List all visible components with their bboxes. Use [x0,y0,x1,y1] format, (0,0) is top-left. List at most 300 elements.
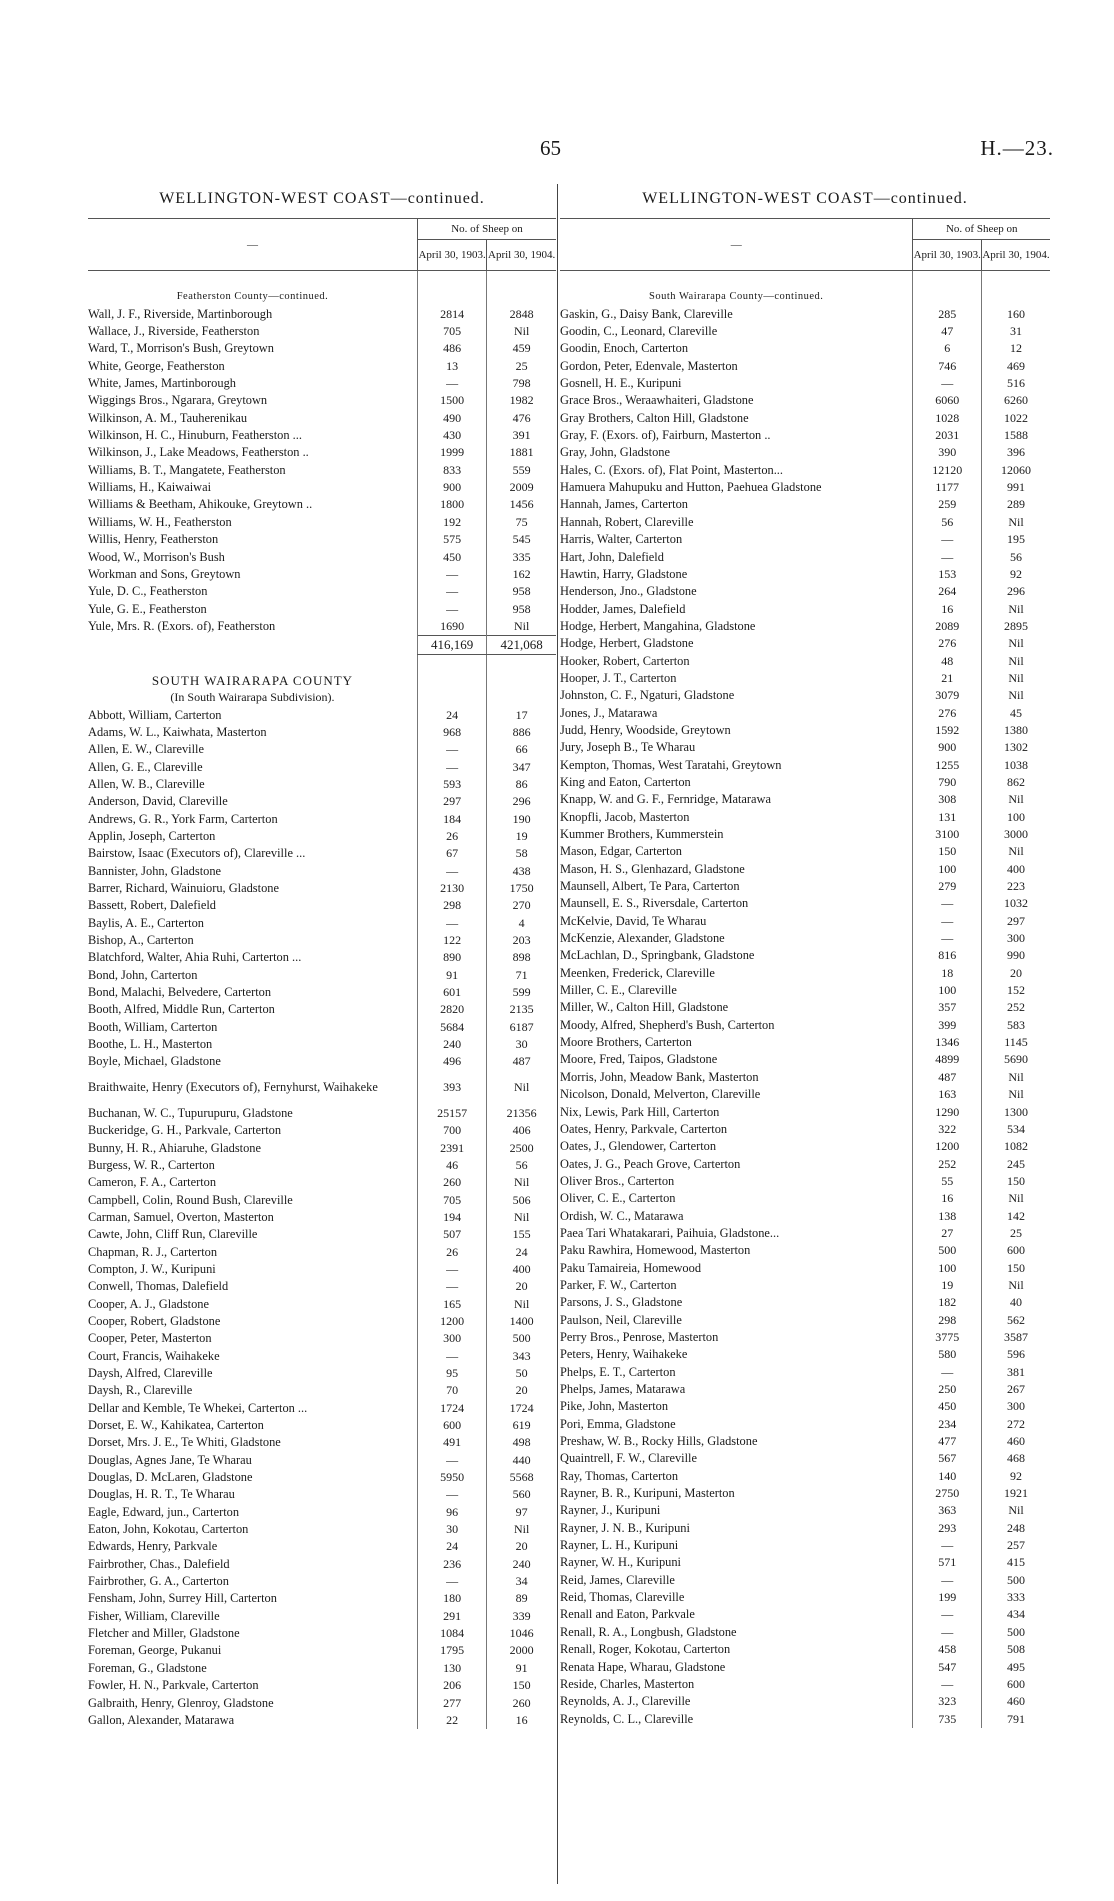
sheep-count-1903: — [417,741,486,758]
sheep-count-1904: 203 [487,932,556,949]
sheep-count-1904: 335 [487,549,556,566]
left-column [88,184,556,1729]
owner-entry: Morris, John, Meadow Bank, Masterton [560,1069,759,1084]
table-row [88,1296,556,1313]
owner-entry: Douglas, D. McLaren, Gladstone [88,1470,253,1485]
sheep-count-1903: 192 [417,514,486,531]
owner-entry: Dorset, Mrs. J. E., Te Whiti, Gladstone [88,1435,281,1450]
sheep-count-1903: — [913,1572,982,1589]
sheep-count-1903: 735 [913,1711,982,1728]
owner-entry: Boyle, Michael, Gladstone [88,1054,221,1069]
sheep-count-1903: 13 [417,358,486,375]
sheep-count-1903: 26 [417,1244,486,1261]
sheep-count-1903: 1028 [913,410,982,427]
sheep-count-1903: — [417,1452,486,1469]
sheep-count-1904: 468 [981,1450,1050,1467]
sheep-count-1903: 16 [913,1190,982,1207]
sheep-count-1903: 1592 [913,722,982,739]
table-row [88,1313,556,1330]
sheep-count-1903: 184 [417,811,486,828]
sheep-count-1904: Nil [981,687,1050,704]
sheep-count-1904: 396 [981,444,1050,461]
table-row [560,1277,1050,1294]
table-row [88,1521,556,1538]
sheep-count-1904: 500 [487,1330,556,1347]
table-row [88,1261,556,1278]
spacer-cell [487,271,556,289]
sheep-count-1904: 66 [487,741,556,758]
sheep-count-1904: Nil [981,1086,1050,1103]
owner-entry: Burgess, W. R., Carterton [88,1157,215,1172]
owner-entry: Henderson, Jno., Gladstone [560,584,697,599]
sheep-count-1903: 163 [913,1086,982,1103]
owner-entry: Goodin, C., Leonard, Clareville [560,324,718,339]
page-number: 65 [540,136,561,160]
sheep-count-1903: 1690 [417,618,486,636]
owner-entry: Bannister, John, Gladstone [88,863,222,878]
sheep-count-1904: 2009 [487,479,556,496]
sheep-count-1903: 259 [913,496,982,513]
sheep-count-1903: 399 [913,1017,982,1034]
table-row [560,549,1050,566]
table-row [560,1711,1050,1728]
sheep-count-1904: 5568 [487,1469,556,1486]
owner-entry: Reside, Charles, Masterton [560,1676,695,1691]
owner-entry: Eagle, Edward, jun., Carterton [88,1504,240,1519]
table-row [560,982,1050,999]
sheep-count-1903: 234 [913,1416,982,1433]
sheep-count-1904: 343 [487,1348,556,1365]
sheep-count-1904: 56 [981,549,1050,566]
owner-entry: Compton, J. W., Kuripuni [88,1261,216,1276]
sheep-count-1903: — [913,930,982,947]
table-row [88,496,556,513]
sheep-count-1903: 700 [417,1122,486,1139]
sheep-count-1904: 460 [981,1433,1050,1450]
sheep-count-1904: Nil [487,1209,556,1226]
sheep-count-1904: 958 [487,601,556,618]
sheep-count-1903: — [417,1261,486,1278]
table-row [88,358,556,375]
sheep-count-1904: 600 [981,1242,1050,1259]
sheep-count-1903: 298 [417,897,486,914]
sheep-count-1903: 477 [913,1433,982,1450]
table-row [560,1104,1050,1121]
sheep-count-1903: 1346 [913,1034,982,1051]
sheep-count-1903: 150 [913,843,982,860]
owner-entry: Harris, Walter, Carterton [560,532,683,547]
sheep-count-1903: — [417,601,486,618]
sheep-count-1904: 97 [487,1504,556,1521]
sheep-count-1904: 1380 [981,722,1050,739]
sheep-count-1904: 75 [487,514,556,531]
owner-entry: Moody, Alfred, Shepherd's Bush, Carterton [560,1017,775,1032]
sheep-count-1904: 1724 [487,1400,556,1417]
sheep-count-1904: 1300 [981,1104,1050,1121]
sheep-count-1903: 153 [913,566,982,583]
sheep-count-1903: 26 [417,828,486,845]
owner-entry: Renall and Eaton, Parkvale [560,1607,695,1622]
owner-entry: McKelvie, David, Te Wharau [560,913,707,928]
sheep-count-1904: 596 [981,1346,1050,1363]
owner-entry: Knopfli, Jacob, Masterton [560,809,690,824]
owner-entry: Ray, Thomas, Carterton [560,1468,679,1483]
table-row [88,1677,556,1694]
left-section-subdivision-blank-1903 [417,689,486,706]
sheep-count-1904: 1588 [981,427,1050,444]
owner-entry: McKenzie, Alexander, Gladstone [560,931,725,946]
spacer-cell [88,654,417,672]
spacer-cell [981,271,1050,289]
table-row [88,1573,556,1590]
table-row [88,1660,556,1677]
sheep-count-1903: 56 [913,514,982,531]
sheep-count-1904: Nil [487,323,556,340]
sheep-count-1903: 308 [913,791,982,808]
table-row [560,757,1050,774]
sheep-count-1903: 890 [417,949,486,966]
table-row [560,947,1050,964]
sheep-count-1904: 476 [487,410,556,427]
left-header-1903: April 30, 1903. [417,240,486,271]
owner-entry: Chapman, R. J., Carterton [88,1244,218,1259]
table-row [88,392,556,409]
sheep-count-1904: 599 [487,984,556,1001]
sheep-count-1903: 6 [913,340,982,357]
owner-entry: Yule, G. E., Featherston [88,601,207,616]
sheep-count-1904: 267 [981,1381,1050,1398]
sheep-count-1903: 1255 [913,757,982,774]
sheep-count-1903: 276 [913,705,982,722]
sheep-count-1904: 415 [981,1554,1050,1571]
owner-entry: Miller, W., Calton Hill, Gladstone [560,1000,729,1015]
table-row [560,1572,1050,1589]
sheep-count-1903: 357 [913,999,982,1016]
owner-entry: Hodder, James, Dalefield [560,601,686,616]
sheep-count-1903: 1795 [417,1642,486,1659]
sheep-count-1904: 296 [487,793,556,810]
sheep-count-1903: 277 [417,1695,486,1712]
table-row [560,791,1050,808]
table-row [88,1695,556,1712]
sheep-count-1903: 100 [913,861,982,878]
sheep-count-1903: 100 [913,1260,982,1277]
table-row [560,601,1050,618]
table-row [88,1486,556,1503]
owner-entry: Wallace, J., Riverside, Featherston [88,324,260,339]
sheep-count-1903: 571 [913,1554,982,1571]
table-row [88,1001,556,1018]
owner-entry: Hodge, Herbert, Gladstone [560,636,694,651]
owner-entry: Fletcher and Miller, Gladstone [88,1626,240,1641]
sheep-count-1903: 18 [913,965,982,982]
owner-entry: Wood, W., Morrison's Bush [88,549,225,564]
sheep-count-1903: 430 [417,427,486,444]
table-row [560,340,1050,357]
sheep-count-1904: 56 [487,1157,556,1174]
owner-entry: Allen, E. W., Clareville [88,742,204,757]
left-column-title: WELLINGTON-WEST COAST—continued. [159,190,485,207]
left-section-subdivision [88,689,556,706]
owner-entry: Wall, J. F., Riverside, Martinborough [88,306,273,321]
table-row [560,826,1050,843]
owner-entry: Maunsell, Albert, Te Para, Carterton [560,879,740,894]
sheep-count-1904: 270 [487,897,556,914]
sheep-count-1904: 862 [981,774,1050,791]
sheep-count-1904: 1881 [487,444,556,461]
sheep-count-1904: 391 [487,427,556,444]
sheep-count-1904: 1750 [487,880,556,897]
table-row [560,774,1050,791]
table-row [560,1606,1050,1623]
sheep-count-1904: 1022 [981,410,1050,427]
table-row [560,1017,1050,1034]
table-row [560,1086,1050,1103]
sheep-count-1903: 19 [913,1277,982,1294]
table-row [560,566,1050,583]
sheep-count-1903: — [417,1348,486,1365]
spacer-cell [88,271,417,289]
owner-entry: Eaton, John, Kokotau, Carterton [88,1522,249,1537]
sheep-count-1904: 260 [487,1695,556,1712]
sheep-count-1903: — [913,1606,982,1623]
right-column-title: WELLINGTON-WEST COAST—continued. [642,190,968,207]
sheep-count-1904: 347 [487,759,556,776]
sheep-count-1904: 3587 [981,1329,1050,1346]
sheep-count-1903: 705 [417,323,486,340]
table-row [560,531,1050,548]
owner-entry: Judd, Henry, Woodside, Greytown [560,722,731,737]
table-row [560,1554,1050,1571]
owner-entry: Rayner, B. R., Kuripuni, Masterton [560,1486,735,1501]
spacer-cell [487,654,556,672]
table-row [560,653,1050,670]
sheep-count-1903: 22 [417,1712,486,1729]
sheep-count-1904: Nil [981,601,1050,618]
sheep-count-1903: 575 [417,531,486,548]
owner-entry: Bairstow, Isaac (Executors of), Clareville ... [88,846,306,861]
owner-entry: Willis, Henry, Featherston [88,532,219,547]
sheep-count-1903: — [417,915,486,932]
sheep-count-1903: 816 [913,947,982,964]
right-section-south-wairarapa-text: South Wairarapa County—continued. [649,291,824,303]
owner-entry: Foreman, G., Gladstone [88,1660,207,1675]
table-row [88,1642,556,1659]
sheep-count-1904: 100 [981,809,1050,826]
owner-entry: Phelps, E. T., Carterton [560,1364,676,1379]
sheep-count-1903: 276 [913,635,982,652]
sheep-count-1904: 339 [487,1608,556,1625]
sheep-count-1904: 6260 [981,392,1050,409]
table-row [88,1365,556,1382]
owner-entry: Hannah, Robert, Clareville [560,514,694,529]
sheep-count-1904: 272 [981,1416,1050,1433]
owner-entry: Cooper, A. J., Gladstone [88,1296,209,1311]
sheep-count-1904: 150 [487,1677,556,1694]
table-row [560,1156,1050,1173]
sheep-count-1903: 5950 [417,1469,486,1486]
owner-entry: Fairbrother, G. A., Carterton [88,1574,229,1589]
sheep-count-1904: 24 [487,1244,556,1261]
sheep-count-1904: 487 [487,1053,556,1070]
owner-entry: Fensham, John, Surrey Hill, Carterton [88,1591,277,1606]
table-row [560,1416,1050,1433]
owner-entry: Yule, Mrs. R. (Exors. of), Featherston [88,619,276,634]
owner-entry: Dorset, E. W., Kahikatea, Carterton [88,1418,264,1432]
sheep-count-1904: 152 [981,982,1050,999]
right-header-1904: April 30, 1904. [981,240,1050,271]
owner-entry: Gray Brothers, Calton Hill, Gladstone [560,410,749,425]
table-row [560,410,1050,427]
sheep-count-1904: 3000 [981,826,1050,843]
table-row [560,913,1050,930]
owner-entry: McLachlan, D., Springbank, Gladstone [560,948,755,963]
left-section-featherston [88,288,556,305]
table-row [560,843,1050,860]
sheep-count-1903: 95 [417,1365,486,1382]
sheep-count-1903: 16 [913,601,982,618]
owner-entry: Paulson, Neil, Clareville [560,1312,682,1327]
table-row [88,984,556,1001]
spacer-row [560,271,1050,289]
table-row [560,392,1050,409]
sheep-count-1903: — [913,531,982,548]
right-sheep-table [560,218,1050,1728]
owner-entry: Preshaw, W. B., Rocky Hills, Gladstone [560,1434,758,1449]
sheep-count-1903: 48 [913,653,982,670]
owner-entry: Oates, J. G., Peach Grove, Carterton [560,1156,741,1171]
table-row [88,1504,556,1521]
sheep-count-1904: 142 [981,1208,1050,1225]
sheep-count-1903: 1500 [417,392,486,409]
table-row [88,1417,556,1434]
sheep-count-1903: 490 [417,410,486,427]
table-row [88,1434,556,1451]
sheep-count-1904: 297 [981,913,1050,930]
sheep-count-1903: 252 [913,1156,982,1173]
table-row [560,965,1050,982]
owner-entry: Douglas, H. R. T., Te Wharau [88,1487,235,1502]
total-1903: 416,169 [417,636,486,654]
sheep-count-1904: 252 [981,999,1050,1016]
sheep-count-1904: 223 [981,878,1050,895]
table-row [560,1242,1050,1259]
table-row [88,1452,556,1469]
sheep-count-1903: 236 [417,1556,486,1573]
owner-entry: Gallon, Alexander, Matarawa [88,1712,235,1727]
owner-entry: Johnston, C. F., Ngaturi, Gladstone [560,688,735,703]
right-header-dash: — [560,219,913,271]
sheep-count-1903: — [417,863,486,880]
owner-entry: Pike, John, Masterton [560,1399,669,1414]
sheep-count-1904: 16 [487,1712,556,1729]
sheep-count-1903: 833 [417,462,486,479]
sheep-count-1904: 20 [487,1538,556,1555]
sheep-count-1903: — [913,895,982,912]
sheep-count-1903: 458 [913,1641,982,1658]
left-header-group: No. of Sheep on [417,219,556,240]
owner-entry: Oliver Bros., Carterton [560,1173,675,1188]
table-row [560,1659,1050,1676]
sheep-count-1903: — [417,583,486,600]
sheep-count-1904: Nil [981,670,1050,687]
sheep-count-1903: 900 [417,479,486,496]
sheep-count-1903: 705 [417,1192,486,1209]
owner-entry: Paku Tamaireia, Homewood [560,1260,702,1275]
table-row [88,845,556,862]
table-row [88,776,556,793]
owner-entry: Reynolds, A. J., Clareville [560,1694,691,1709]
sheep-count-1904: 20 [487,1382,556,1399]
table-row [560,1468,1050,1485]
owner-entry: Bunny, H. R., Ahiaruhe, Gladstone [88,1140,261,1155]
sheep-count-1904: 990 [981,947,1050,964]
owner-entry: Andrews, G. R., York Farm, Carterton [88,811,278,826]
owner-entry: Wilkinson, H. C., Hinuburn, Featherston ... [88,428,302,443]
owner-entry: Grace Bros., Weraawhaiteri, Gladstone [560,393,754,408]
sheep-count-1904: 1038 [981,757,1050,774]
sheep-count-1904: 155 [487,1226,556,1243]
left-section-south-wairarapa-blank-1903 [417,672,486,689]
sheep-count-1904: 160 [981,306,1050,323]
sheep-count-1903: 746 [913,358,982,375]
table-row [560,1312,1050,1329]
table-row [560,861,1050,878]
sheep-count-1904: 1032 [981,895,1050,912]
sheep-count-1904: 162 [487,566,556,583]
table-row [88,1140,556,1157]
table-row [88,1122,556,1139]
owner-entry: Galbraith, Henry, Glenroy, Gladstone [88,1695,274,1710]
left-section-featherston-blank-1904 [487,288,556,305]
sheep-count-1903: 194 [417,1209,486,1226]
owner-entry: Rayner, J. N. B., Kuripuni [560,1520,690,1535]
sheep-count-1904: 190 [487,811,556,828]
sheep-count-1904: 91 [487,1660,556,1677]
table-row [88,1036,556,1053]
sheep-count-1903: 2089 [913,618,982,635]
sheep-count-1903: 70 [417,1382,486,1399]
sheep-count-1903: 1800 [417,496,486,513]
table-row [88,1400,556,1417]
sheep-count-1903: 1200 [913,1138,982,1155]
table-row [560,1641,1050,1658]
owner-entry: Yule, D. C., Featherston [88,584,208,599]
owner-entry: White, James, Martinborough [88,376,236,391]
table-row [560,583,1050,600]
sheep-count-1904: 791 [981,1711,1050,1728]
table-row [560,1624,1050,1641]
sheep-count-1904: 92 [981,566,1050,583]
owner-entry: Booth, Alfred, Middle Run, Carterton [88,1002,275,1017]
sheep-count-1903: 390 [913,444,982,461]
table-row [88,1053,556,1070]
owner-entry: Ordish, W. C., Matarawa [560,1208,684,1223]
right-section-south-wairarapa-blank-1904 [981,288,1050,305]
sheep-count-1904: 333 [981,1589,1050,1606]
table-row [88,375,556,392]
table-row [88,323,556,340]
owner-entry: Foreman, George, Pukanui [88,1643,222,1658]
sheep-count-1903: 580 [913,1346,982,1363]
owner-entry: Fairbrother, Chas., Dalefield [88,1556,230,1571]
sheep-count-1904: 1400 [487,1313,556,1330]
sheep-count-1903: 12120 [913,462,982,479]
sheep-count-1904: Nil [487,1521,556,1538]
sheep-count-1904: Nil [487,1071,556,1105]
owner-entry: Hamuera Mahupuku and Hutton, Paehuea Gladstone [560,480,822,495]
table-row [560,687,1050,704]
